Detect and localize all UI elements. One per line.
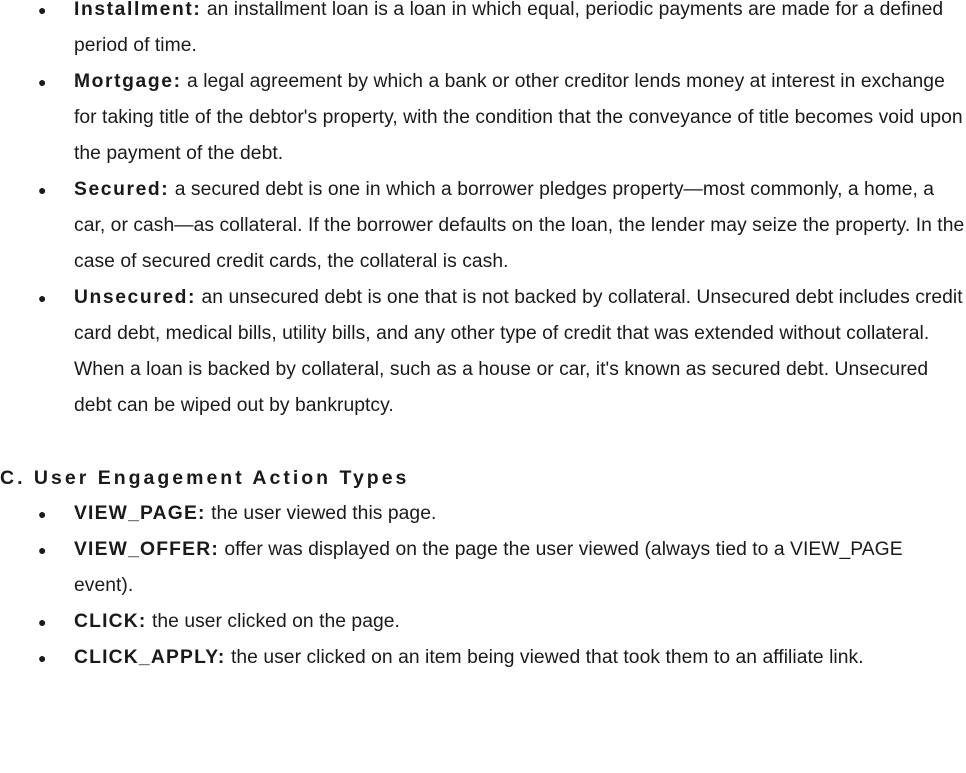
term-definition: the user clicked on the page. — [151, 611, 400, 632]
bullet-icon: ● — [38, 506, 47, 522]
section-spacer — [0, 424, 966, 460]
term-label: VIEW_OFFER: — [74, 539, 219, 560]
term-definition: a secured debt is one in which a borrower pledges property—most commonly, a home, a car, or cash—as collateral. If the borrower defaults on the loan, the lender may seize the property. In the case of secured credit cards, the collateral is cash. — [74, 179, 965, 272]
term-definition: an installment loan is a loan in which equal, periodic payments are made for a defined period of time. — [74, 0, 944, 56]
bullet-icon: ● — [38, 2, 47, 18]
list-item — [0, 0, 966, 64]
term-definition: a legal agreement by which a bank or other creditor lends money at interest in exchange for taking title of the debtor's property, with the condition that the conveyance of title becomes void upon the payment of the debt. — [74, 71, 963, 164]
list-item — [0, 496, 966, 532]
list-item — [0, 640, 966, 676]
list-item — [0, 172, 966, 280]
term-definition: an unsecured debt is one that is not backed by collateral. Unsecured debt includes credit card debt, medical bills, utility bills, and any other type of credit that was extended without collateral. When a loan is backed by collateral, such as a house or car, it's known as secured debt. Unsecured debt can be wiped out by bankruptcy. — [74, 287, 963, 416]
term-label: Unsecured: — [74, 287, 197, 308]
section-heading: C. User Engagement Action Types — [0, 467, 410, 489]
term-definition: the user clicked on an item being viewed that took them to an affiliate link. — [230, 647, 864, 668]
engagement-action-list — [0, 496, 966, 676]
term-definition: the user viewed this page. — [211, 503, 437, 524]
bullet-icon: ● — [38, 614, 47, 630]
bullet-icon: ● — [38, 182, 47, 198]
bullet-icon: ● — [38, 74, 47, 90]
term-label: Installment: — [74, 0, 202, 20]
list-item — [0, 532, 966, 604]
bullet-icon: ● — [38, 290, 47, 306]
term-definition: offer was displayed on the page the user viewed (always tied to a VIEW_PAGE event). — [74, 539, 903, 596]
term-label: Mortgage: — [74, 71, 182, 92]
list-item — [0, 64, 966, 172]
term-label: CLICK: — [74, 611, 147, 632]
bullet-icon: ● — [38, 542, 47, 558]
list-item — [0, 604, 966, 640]
term-label: CLICK_APPLY: — [74, 647, 226, 668]
bullet-icon: ● — [38, 650, 47, 666]
list-item — [0, 280, 966, 424]
term-label: VIEW_PAGE: — [74, 503, 206, 524]
term-label: Secured: — [74, 179, 170, 200]
